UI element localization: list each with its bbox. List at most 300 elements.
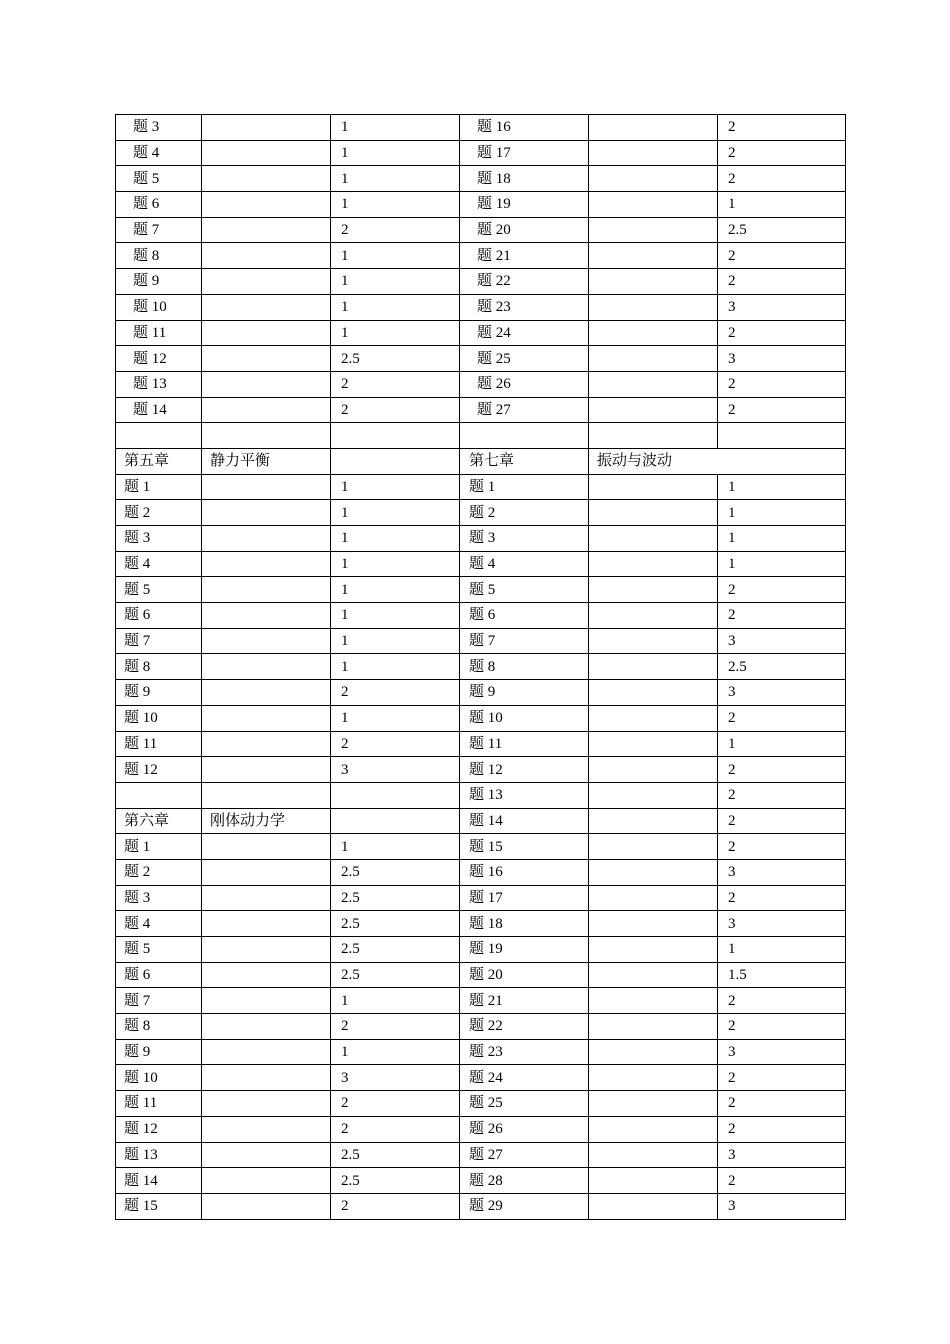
table-cell bbox=[202, 500, 331, 526]
table-cell: 3 bbox=[718, 294, 846, 320]
table-cell: 2 bbox=[718, 1168, 846, 1194]
table-cell bbox=[202, 577, 331, 603]
table-row bbox=[116, 937, 846, 963]
table-row bbox=[116, 217, 846, 243]
table-row bbox=[116, 1193, 846, 1219]
table-cell: 题 11 bbox=[116, 731, 202, 757]
table-row bbox=[116, 115, 846, 141]
table-cell: 题 4 bbox=[116, 551, 202, 577]
table-cell: 题 26 bbox=[460, 1116, 589, 1142]
table-cell: 1 bbox=[331, 654, 460, 680]
table-cell: 1 bbox=[331, 500, 460, 526]
table-cell bbox=[589, 320, 718, 346]
table-cell bbox=[460, 423, 589, 449]
table-cell: 题 25 bbox=[460, 346, 589, 372]
table-cell: 2.5 bbox=[718, 654, 846, 680]
table-cell: 1 bbox=[718, 731, 846, 757]
table-cell: 题 5 bbox=[116, 166, 202, 192]
table-row bbox=[116, 500, 846, 526]
table-cell: 2 bbox=[718, 834, 846, 860]
table-cell bbox=[589, 937, 718, 963]
table-cell: 题 11 bbox=[116, 1091, 202, 1117]
table-cell: 1 bbox=[331, 705, 460, 731]
table-cell: 题 12 bbox=[116, 757, 202, 783]
table-cell: 1 bbox=[331, 551, 460, 577]
table-cell: 题 17 bbox=[460, 885, 589, 911]
table-cell bbox=[202, 423, 331, 449]
table-cell: 题 29 bbox=[460, 1193, 589, 1219]
table-cell bbox=[718, 423, 846, 449]
table-cell bbox=[202, 885, 331, 911]
table-cell: 题 13 bbox=[116, 371, 202, 397]
table-cell bbox=[589, 243, 718, 269]
table-cell: 题 10 bbox=[116, 294, 202, 320]
table-cell: 3 bbox=[331, 757, 460, 783]
chapter-header-row bbox=[116, 808, 846, 834]
table-row bbox=[116, 192, 846, 218]
table-row bbox=[116, 1168, 846, 1194]
table-cell: 2 bbox=[718, 140, 846, 166]
table-cell: 2 bbox=[331, 1014, 460, 1040]
table-cell bbox=[589, 217, 718, 243]
table-cell: 1 bbox=[331, 988, 460, 1014]
table-cell bbox=[589, 1091, 718, 1117]
table-cell: 题 1 bbox=[116, 834, 202, 860]
table-row bbox=[116, 680, 846, 706]
table-cell bbox=[589, 885, 718, 911]
table-cell: 题 21 bbox=[460, 243, 589, 269]
table-cell: 2 bbox=[718, 1014, 846, 1040]
table-row bbox=[116, 243, 846, 269]
table-cell: 3 bbox=[718, 911, 846, 937]
table-row bbox=[116, 1116, 846, 1142]
table-cell bbox=[202, 911, 331, 937]
table-cell: 题 25 bbox=[460, 1091, 589, 1117]
table-cell bbox=[589, 962, 718, 988]
table-row bbox=[116, 1039, 846, 1065]
table-cell: 2 bbox=[718, 577, 846, 603]
table-row bbox=[116, 346, 846, 372]
table-cell: 题 3 bbox=[460, 526, 589, 552]
table-cell: 题 9 bbox=[116, 680, 202, 706]
table-cell: 题 13 bbox=[460, 782, 589, 808]
table-cell bbox=[589, 526, 718, 552]
table-cell: 题 9 bbox=[460, 680, 589, 706]
table-cell bbox=[202, 1193, 331, 1219]
table-cell bbox=[202, 243, 331, 269]
table-cell: 题 6 bbox=[116, 192, 202, 218]
table-cell: 2 bbox=[718, 371, 846, 397]
table-cell: 题 14 bbox=[116, 1168, 202, 1194]
table-cell: 2.5 bbox=[331, 937, 460, 963]
table-cell: 题 12 bbox=[116, 1116, 202, 1142]
table-cell bbox=[202, 859, 331, 885]
table-cell: 2 bbox=[718, 243, 846, 269]
table-cell: 题 9 bbox=[116, 1039, 202, 1065]
table-cell: 题 24 bbox=[460, 1065, 589, 1091]
score-table-body bbox=[116, 115, 846, 1220]
table-cell: 题 2 bbox=[116, 500, 202, 526]
table-cell bbox=[589, 628, 718, 654]
table-cell bbox=[589, 782, 718, 808]
table-cell: 题 17 bbox=[460, 140, 589, 166]
table-cell: 3 bbox=[718, 859, 846, 885]
table-cell: 题 21 bbox=[460, 988, 589, 1014]
table-cell: 2 bbox=[331, 371, 460, 397]
table-row bbox=[116, 551, 846, 577]
table-cell: 题 20 bbox=[460, 217, 589, 243]
table-cell: 2 bbox=[718, 782, 846, 808]
table-cell: 振动与波动 bbox=[589, 448, 846, 474]
table-cell bbox=[331, 423, 460, 449]
table-row bbox=[116, 1091, 846, 1117]
table-cell: 2.5 bbox=[331, 885, 460, 911]
table-cell: 题 5 bbox=[460, 577, 589, 603]
table-cell: 题 2 bbox=[116, 859, 202, 885]
chapter-header-row bbox=[116, 448, 846, 474]
table-cell: 题 18 bbox=[460, 166, 589, 192]
table-row bbox=[116, 397, 846, 423]
table-cell: 题 3 bbox=[116, 885, 202, 911]
table-cell: 题 12 bbox=[460, 757, 589, 783]
table-cell bbox=[331, 782, 460, 808]
table-cell bbox=[589, 731, 718, 757]
table-cell: 题 10 bbox=[116, 705, 202, 731]
table-cell: 题 27 bbox=[460, 1142, 589, 1168]
table-cell: 题 5 bbox=[116, 577, 202, 603]
table-cell bbox=[589, 166, 718, 192]
table-row bbox=[116, 705, 846, 731]
table-cell: 2.5 bbox=[331, 859, 460, 885]
table-cell: 题 4 bbox=[460, 551, 589, 577]
table-cell: 2 bbox=[331, 680, 460, 706]
table-cell: 3 bbox=[718, 628, 846, 654]
table-row bbox=[116, 294, 846, 320]
table-cell: 1 bbox=[331, 526, 460, 552]
table-cell bbox=[202, 731, 331, 757]
table-cell: 3 bbox=[718, 1193, 846, 1219]
table-cell bbox=[202, 1039, 331, 1065]
table-cell bbox=[589, 988, 718, 1014]
table-row bbox=[116, 371, 846, 397]
table-row bbox=[116, 526, 846, 552]
table-cell: 题 10 bbox=[116, 1065, 202, 1091]
table-cell: 1 bbox=[718, 937, 846, 963]
table-cell: 2.5 bbox=[331, 911, 460, 937]
table-cell bbox=[202, 269, 331, 295]
table-cell bbox=[589, 911, 718, 937]
table-cell bbox=[589, 654, 718, 680]
table-cell: 题 8 bbox=[116, 243, 202, 269]
table-cell: 题 22 bbox=[460, 269, 589, 295]
table-cell bbox=[202, 705, 331, 731]
table-cell: 3 bbox=[718, 1039, 846, 1065]
table-cell: 题 2 bbox=[460, 500, 589, 526]
table-row bbox=[116, 1014, 846, 1040]
table-cell bbox=[589, 705, 718, 731]
table-cell: 第六章 bbox=[116, 808, 202, 834]
table-cell: 题 28 bbox=[460, 1168, 589, 1194]
table-cell: 2.5 bbox=[331, 346, 460, 372]
table-cell: 题 8 bbox=[116, 654, 202, 680]
table-cell bbox=[589, 551, 718, 577]
table-row bbox=[116, 474, 846, 500]
table-cell: 3 bbox=[718, 346, 846, 372]
table-cell bbox=[202, 166, 331, 192]
table-cell: 3 bbox=[718, 680, 846, 706]
table-cell: 2 bbox=[718, 705, 846, 731]
table-cell bbox=[589, 680, 718, 706]
table-cell: 2 bbox=[718, 397, 846, 423]
table-cell: 题 20 bbox=[460, 962, 589, 988]
table-cell bbox=[589, 1014, 718, 1040]
table-row bbox=[116, 320, 846, 346]
table-cell bbox=[202, 294, 331, 320]
table-cell bbox=[202, 1065, 331, 1091]
table-cell: 2 bbox=[718, 320, 846, 346]
table-cell bbox=[331, 448, 460, 474]
table-cell: 题 23 bbox=[460, 1039, 589, 1065]
table-cell: 2 bbox=[718, 1065, 846, 1091]
table-cell bbox=[202, 782, 331, 808]
table-cell bbox=[202, 1091, 331, 1117]
table-cell bbox=[589, 500, 718, 526]
table-cell bbox=[589, 808, 718, 834]
table-cell: 第七章 bbox=[460, 448, 589, 474]
table-row bbox=[116, 603, 846, 629]
table-cell bbox=[202, 371, 331, 397]
table-cell: 2 bbox=[718, 603, 846, 629]
table-cell bbox=[202, 192, 331, 218]
table-cell bbox=[589, 1065, 718, 1091]
table-cell bbox=[202, 115, 331, 141]
table-cell bbox=[202, 397, 331, 423]
table-cell: 1 bbox=[331, 320, 460, 346]
table-cell: 第五章 bbox=[116, 448, 202, 474]
table-cell bbox=[589, 474, 718, 500]
table-cell bbox=[202, 757, 331, 783]
table-cell bbox=[202, 962, 331, 988]
table-row bbox=[116, 654, 846, 680]
table-cell bbox=[589, 140, 718, 166]
table-cell: 题 14 bbox=[116, 397, 202, 423]
table-cell: 题 12 bbox=[116, 346, 202, 372]
table-row bbox=[116, 628, 846, 654]
table-cell bbox=[589, 294, 718, 320]
table-cell bbox=[202, 474, 331, 500]
table-cell: 静力平衡 bbox=[202, 448, 331, 474]
table-cell: 题 15 bbox=[460, 834, 589, 860]
table-cell bbox=[202, 217, 331, 243]
table-cell bbox=[202, 346, 331, 372]
table-cell: 题 26 bbox=[460, 371, 589, 397]
table-cell bbox=[202, 680, 331, 706]
table-cell: 1 bbox=[331, 140, 460, 166]
table-cell: 题 8 bbox=[116, 1014, 202, 1040]
table-cell bbox=[589, 1116, 718, 1142]
table-cell: 题 4 bbox=[116, 140, 202, 166]
table-cell: 题 7 bbox=[116, 217, 202, 243]
table-cell: 3 bbox=[331, 1065, 460, 1091]
table-cell: 2 bbox=[331, 1193, 460, 1219]
table-cell bbox=[589, 1168, 718, 1194]
table-cell: 1 bbox=[718, 192, 846, 218]
table-cell: 题 3 bbox=[116, 115, 202, 141]
table-cell bbox=[202, 834, 331, 860]
table-cell bbox=[202, 551, 331, 577]
table-cell: 题 7 bbox=[460, 628, 589, 654]
table-cell: 题 18 bbox=[460, 911, 589, 937]
table-cell: 1 bbox=[331, 834, 460, 860]
table-cell: 2.5 bbox=[718, 217, 846, 243]
table-cell: 题 22 bbox=[460, 1014, 589, 1040]
table-cell: 1 bbox=[718, 474, 846, 500]
table-cell: 题 27 bbox=[460, 397, 589, 423]
table-row bbox=[116, 1142, 846, 1168]
table-cell: 题 5 bbox=[116, 937, 202, 963]
table-cell: 1 bbox=[331, 192, 460, 218]
table-row bbox=[116, 834, 846, 860]
table-cell: 1 bbox=[331, 269, 460, 295]
table-row bbox=[116, 166, 846, 192]
table-cell: 1 bbox=[331, 628, 460, 654]
table-cell bbox=[589, 1142, 718, 1168]
table-cell: 题 23 bbox=[460, 294, 589, 320]
table-cell bbox=[589, 192, 718, 218]
table-cell bbox=[202, 654, 331, 680]
table-cell: 题 11 bbox=[116, 320, 202, 346]
table-cell bbox=[202, 320, 331, 346]
table-cell bbox=[589, 115, 718, 141]
table-cell: 1 bbox=[331, 166, 460, 192]
table-cell: 题 4 bbox=[116, 911, 202, 937]
table-cell bbox=[589, 603, 718, 629]
table-cell bbox=[116, 423, 202, 449]
table-cell: 2 bbox=[331, 1091, 460, 1117]
table-cell bbox=[202, 1142, 331, 1168]
table-cell bbox=[202, 937, 331, 963]
table-cell bbox=[589, 834, 718, 860]
table-cell: 2 bbox=[718, 808, 846, 834]
table-cell: 题 24 bbox=[460, 320, 589, 346]
table-cell bbox=[202, 1168, 331, 1194]
table-cell: 1 bbox=[718, 551, 846, 577]
table-row bbox=[116, 423, 846, 449]
table-cell bbox=[589, 1039, 718, 1065]
table-row bbox=[116, 911, 846, 937]
table-cell bbox=[589, 859, 718, 885]
table-row bbox=[116, 757, 846, 783]
table-cell bbox=[589, 397, 718, 423]
table-cell: 3 bbox=[718, 1142, 846, 1168]
table-cell bbox=[202, 1014, 331, 1040]
table-cell: 1 bbox=[718, 500, 846, 526]
table-row bbox=[116, 269, 846, 295]
table-cell: 题 19 bbox=[460, 937, 589, 963]
table-cell bbox=[589, 371, 718, 397]
table-cell: 2 bbox=[718, 757, 846, 783]
table-cell: 2.5 bbox=[331, 962, 460, 988]
table-cell: 1 bbox=[331, 1039, 460, 1065]
table-cell bbox=[589, 269, 718, 295]
table-cell: 2 bbox=[718, 166, 846, 192]
table-cell: 1 bbox=[331, 474, 460, 500]
table-cell bbox=[202, 526, 331, 552]
table-cell: 1 bbox=[331, 577, 460, 603]
table-cell: 题 7 bbox=[116, 988, 202, 1014]
table-row bbox=[116, 577, 846, 603]
table-cell: 1 bbox=[331, 294, 460, 320]
table-cell: 题 16 bbox=[460, 115, 589, 141]
table-cell bbox=[202, 1116, 331, 1142]
table-cell bbox=[202, 628, 331, 654]
table-cell: 题 11 bbox=[460, 731, 589, 757]
table-cell: 2 bbox=[331, 217, 460, 243]
table-row bbox=[116, 962, 846, 988]
table-cell bbox=[589, 1193, 718, 1219]
table-cell: 题 13 bbox=[116, 1142, 202, 1168]
table-cell: 2 bbox=[718, 269, 846, 295]
table-cell: 1.5 bbox=[718, 962, 846, 988]
table-cell: 2 bbox=[718, 1116, 846, 1142]
table-cell: 2 bbox=[331, 1116, 460, 1142]
table-cell: 1 bbox=[718, 526, 846, 552]
table-cell bbox=[589, 757, 718, 783]
table-cell: 题 14 bbox=[460, 808, 589, 834]
table-cell: 2 bbox=[718, 1091, 846, 1117]
table-cell: 题 9 bbox=[116, 269, 202, 295]
table-row bbox=[116, 140, 846, 166]
table-row bbox=[116, 885, 846, 911]
table-cell: 题 1 bbox=[116, 474, 202, 500]
table-cell: 2.5 bbox=[331, 1168, 460, 1194]
table-cell: 刚体动力学 bbox=[202, 808, 331, 834]
table-cell bbox=[589, 577, 718, 603]
table-row bbox=[116, 731, 846, 757]
table-cell bbox=[589, 423, 718, 449]
table-cell: 2 bbox=[331, 397, 460, 423]
table-cell: 题 10 bbox=[460, 705, 589, 731]
table-cell: 题 3 bbox=[116, 526, 202, 552]
table-cell bbox=[202, 140, 331, 166]
table-cell: 2 bbox=[718, 885, 846, 911]
table-cell: 题 8 bbox=[460, 654, 589, 680]
table-row bbox=[116, 1065, 846, 1091]
table-row bbox=[116, 782, 846, 808]
table-cell: 2 bbox=[331, 731, 460, 757]
table-row bbox=[116, 859, 846, 885]
table-cell: 题 19 bbox=[460, 192, 589, 218]
table-cell bbox=[116, 782, 202, 808]
table-cell: 2.5 bbox=[331, 1142, 460, 1168]
table-cell: 题 6 bbox=[460, 603, 589, 629]
table-cell bbox=[589, 346, 718, 372]
table-cell: 题 7 bbox=[116, 628, 202, 654]
table-row bbox=[116, 988, 846, 1014]
table-cell: 1 bbox=[331, 603, 460, 629]
table-cell: 题 6 bbox=[116, 603, 202, 629]
table-cell: 1 bbox=[331, 243, 460, 269]
table-cell: 2 bbox=[718, 988, 846, 1014]
table-cell: 题 16 bbox=[460, 859, 589, 885]
table-cell bbox=[331, 808, 460, 834]
table-cell: 题 6 bbox=[116, 962, 202, 988]
table-cell: 题 1 bbox=[460, 474, 589, 500]
table-cell: 1 bbox=[331, 115, 460, 141]
table-cell: 2 bbox=[718, 115, 846, 141]
table-cell bbox=[202, 988, 331, 1014]
table-cell: 题 15 bbox=[116, 1193, 202, 1219]
